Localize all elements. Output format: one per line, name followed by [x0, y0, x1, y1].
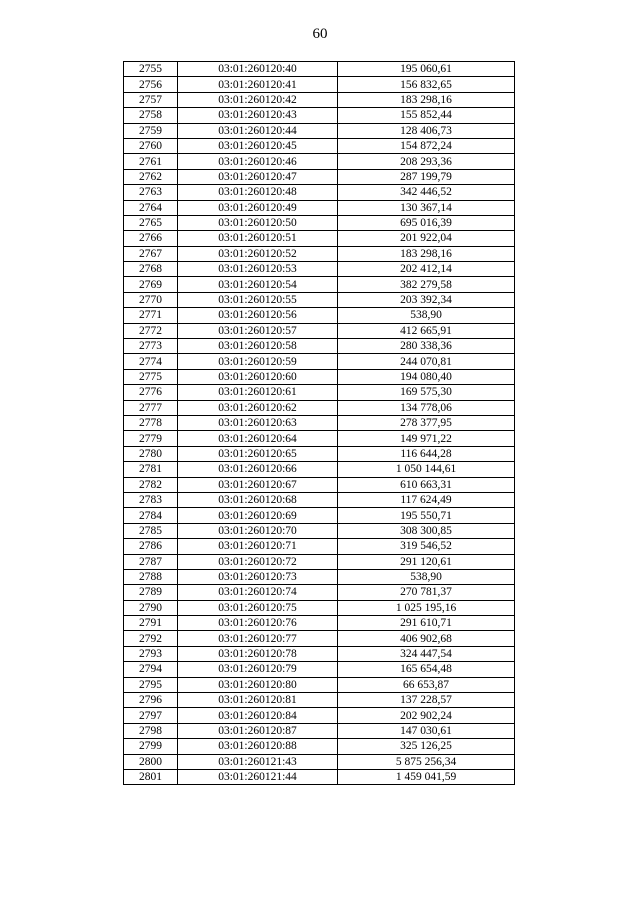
table-row — [124, 277, 515, 292]
table-row — [124, 262, 515, 277]
table-body — [124, 62, 515, 785]
cadastral-number-cell: 03:01:260120:70 — [178, 523, 338, 538]
value-cell: 128 406,73 — [338, 123, 515, 138]
table-row — [124, 523, 515, 538]
row-number-cell: 2768 — [124, 262, 178, 277]
cadastral-number-cell: 03:01:260120:42 — [178, 92, 338, 107]
row-number-cell: 2800 — [124, 754, 178, 769]
row-number-cell: 2789 — [124, 585, 178, 600]
value-cell: 195 060,61 — [338, 62, 515, 77]
cadastral-number-cell: 03:01:260120:59 — [178, 354, 338, 369]
cadastral-number-cell: 03:01:260120:87 — [178, 723, 338, 738]
page-number: 60 — [312, 26, 328, 42]
value-cell: 149 971,22 — [338, 431, 515, 446]
cadastral-number-cell: 03:01:260120:65 — [178, 446, 338, 461]
row-number-cell: 2781 — [124, 462, 178, 477]
cadastral-number-cell: 03:01:260120:72 — [178, 554, 338, 569]
table-row — [124, 739, 515, 754]
table-row — [124, 246, 515, 261]
row-number-cell: 2779 — [124, 431, 178, 446]
value-cell: 538,90 — [338, 308, 515, 323]
table-row — [124, 292, 515, 307]
table-row — [124, 354, 515, 369]
value-cell: 1 459 041,59 — [338, 769, 515, 784]
cadastral-number-cell: 03:01:260120:64 — [178, 431, 338, 446]
table-row — [124, 431, 515, 446]
row-number-cell: 2776 — [124, 385, 178, 400]
value-cell: 183 298,16 — [338, 246, 515, 261]
value-cell: 155 852,44 — [338, 108, 515, 123]
table-row — [124, 231, 515, 246]
table-row — [124, 769, 515, 784]
cadastral-number-cell: 03:01:260120:46 — [178, 154, 338, 169]
value-cell: 291 610,71 — [338, 616, 515, 631]
cadastral-value-table — [123, 61, 515, 785]
value-cell: 342 446,52 — [338, 185, 515, 200]
table-row — [124, 477, 515, 492]
cadastral-number-cell: 03:01:260120:78 — [178, 646, 338, 661]
row-number-cell: 2777 — [124, 400, 178, 415]
cadastral-number-cell: 03:01:260120:44 — [178, 123, 338, 138]
value-cell: 183 298,16 — [338, 92, 515, 107]
table-row — [124, 400, 515, 415]
row-number-cell: 2793 — [124, 646, 178, 661]
row-number-cell: 2756 — [124, 77, 178, 92]
cadastral-number-cell: 03:01:260120:55 — [178, 292, 338, 307]
value-cell: 1 050 144,61 — [338, 462, 515, 477]
row-number-cell: 2778 — [124, 415, 178, 430]
cadastral-number-cell: 03:01:260120:62 — [178, 400, 338, 415]
value-cell: 169 575,30 — [338, 385, 515, 400]
table-row — [124, 92, 515, 107]
table-row — [124, 662, 515, 677]
row-number-cell: 2775 — [124, 369, 178, 384]
row-number-cell: 2763 — [124, 185, 178, 200]
table-row — [124, 554, 515, 569]
table-row — [124, 369, 515, 384]
value-cell: 154 872,24 — [338, 138, 515, 153]
value-cell: 538,90 — [338, 569, 515, 584]
value-cell: 287 199,79 — [338, 169, 515, 184]
cadastral-number-cell: 03:01:260120:43 — [178, 108, 338, 123]
value-cell: 280 338,36 — [338, 339, 515, 354]
cadastral-number-cell: 03:01:260120:51 — [178, 231, 338, 246]
row-number-cell: 2792 — [124, 631, 178, 646]
cadastral-number-cell: 03:01:260120:77 — [178, 631, 338, 646]
cadastral-number-cell: 03:01:260121:43 — [178, 754, 338, 769]
value-cell: 66 653,87 — [338, 677, 515, 692]
cadastral-number-cell: 03:01:260120:57 — [178, 323, 338, 338]
cadastral-number-cell: 03:01:260120:88 — [178, 739, 338, 754]
value-cell: 208 293,36 — [338, 154, 515, 169]
table-row — [124, 693, 515, 708]
row-number-cell: 2783 — [124, 492, 178, 507]
value-cell: 147 030,61 — [338, 723, 515, 738]
row-number-cell: 2791 — [124, 616, 178, 631]
value-cell: 203 392,34 — [338, 292, 515, 307]
row-number-cell: 2765 — [124, 215, 178, 230]
table-row — [124, 385, 515, 400]
cadastral-number-cell: 03:01:260120:63 — [178, 415, 338, 430]
value-cell: 325 126,25 — [338, 739, 515, 754]
table-row — [124, 138, 515, 153]
value-cell: 194 080,40 — [338, 369, 515, 384]
row-number-cell: 2767 — [124, 246, 178, 261]
row-number-cell: 2799 — [124, 739, 178, 754]
row-number-cell: 2797 — [124, 708, 178, 723]
cadastral-number-cell: 03:01:260120:75 — [178, 600, 338, 615]
cadastral-number-cell: 03:01:260120:81 — [178, 693, 338, 708]
row-number-cell: 2790 — [124, 600, 178, 615]
value-cell: 202 412,14 — [338, 262, 515, 277]
cadastral-number-cell: 03:01:260120:61 — [178, 385, 338, 400]
value-cell: 202 902,24 — [338, 708, 515, 723]
cadastral-number-cell: 03:01:260120:50 — [178, 215, 338, 230]
row-number-cell: 2770 — [124, 292, 178, 307]
row-number-cell: 2785 — [124, 523, 178, 538]
cadastral-number-cell: 03:01:260120:71 — [178, 539, 338, 554]
table-row — [124, 200, 515, 215]
table-row — [124, 569, 515, 584]
table-row — [124, 446, 515, 461]
value-cell: 291 120,61 — [338, 554, 515, 569]
cadastral-number-cell: 03:01:260120:40 — [178, 62, 338, 77]
table-row — [124, 339, 515, 354]
value-cell: 117 624,49 — [338, 492, 515, 507]
cadastral-number-cell: 03:01:260120:68 — [178, 492, 338, 507]
table-row — [124, 123, 515, 138]
table-row — [124, 723, 515, 738]
row-number-cell: 2794 — [124, 662, 178, 677]
table-row — [124, 646, 515, 661]
table-row — [124, 62, 515, 77]
cadastral-number-cell: 03:01:260120:80 — [178, 677, 338, 692]
value-cell: 116 644,28 — [338, 446, 515, 461]
row-number-cell: 2780 — [124, 446, 178, 461]
table-row — [124, 585, 515, 600]
cadastral-number-cell: 03:01:260120:49 — [178, 200, 338, 215]
row-number-cell: 2782 — [124, 477, 178, 492]
row-number-cell: 2771 — [124, 308, 178, 323]
row-number-cell: 2788 — [124, 569, 178, 584]
table-row — [124, 185, 515, 200]
cadastral-number-cell: 03:01:260120:53 — [178, 262, 338, 277]
row-number-cell: 2766 — [124, 231, 178, 246]
cadastral-number-cell: 03:01:260120:58 — [178, 339, 338, 354]
row-number-cell: 2796 — [124, 693, 178, 708]
row-number-cell: 2755 — [124, 62, 178, 77]
value-cell: 406 902,68 — [338, 631, 515, 646]
row-number-cell: 2801 — [124, 769, 178, 784]
table-row — [124, 169, 515, 184]
cadastral-number-cell: 03:01:260120:54 — [178, 277, 338, 292]
value-cell: 319 546,52 — [338, 539, 515, 554]
table-row — [124, 616, 515, 631]
value-cell: 165 654,48 — [338, 662, 515, 677]
row-number-cell: 2760 — [124, 138, 178, 153]
value-cell: 695 016,39 — [338, 215, 515, 230]
table-row — [124, 508, 515, 523]
cadastral-number-cell: 03:01:260120:79 — [178, 662, 338, 677]
table-row — [124, 539, 515, 554]
value-cell: 324 447,54 — [338, 646, 515, 661]
cadastral-number-cell: 03:01:260120:56 — [178, 308, 338, 323]
value-cell: 130 367,14 — [338, 200, 515, 215]
table-row — [124, 323, 515, 338]
value-cell: 195 550,71 — [338, 508, 515, 523]
row-number-cell: 2758 — [124, 108, 178, 123]
table-row — [124, 492, 515, 507]
row-number-cell: 2762 — [124, 169, 178, 184]
row-number-cell: 2759 — [124, 123, 178, 138]
row-number-cell: 2773 — [124, 339, 178, 354]
row-number-cell: 2798 — [124, 723, 178, 738]
value-cell: 1 025 195,16 — [338, 600, 515, 615]
cadastral-number-cell: 03:01:260120:52 — [178, 246, 338, 261]
value-cell: 412 665,91 — [338, 323, 515, 338]
table-row — [124, 108, 515, 123]
value-cell: 610 663,31 — [338, 477, 515, 492]
cadastral-number-cell: 03:01:260120:84 — [178, 708, 338, 723]
table-row — [124, 708, 515, 723]
cadastral-number-cell: 03:01:260120:41 — [178, 77, 338, 92]
value-cell: 270 781,37 — [338, 585, 515, 600]
cadastral-number-cell: 03:01:260120:60 — [178, 369, 338, 384]
cadastral-number-cell: 03:01:260120:48 — [178, 185, 338, 200]
cadastral-number-cell: 03:01:260120:73 — [178, 569, 338, 584]
cadastral-number-cell: 03:01:260120:66 — [178, 462, 338, 477]
table-row — [124, 77, 515, 92]
row-number-cell: 2769 — [124, 277, 178, 292]
table-row — [124, 600, 515, 615]
value-cell: 244 070,81 — [338, 354, 515, 369]
value-cell: 137 228,57 — [338, 693, 515, 708]
cadastral-number-cell: 03:01:260120:69 — [178, 508, 338, 523]
value-cell: 5 875 256,34 — [338, 754, 515, 769]
table-row — [124, 415, 515, 430]
row-number-cell: 2795 — [124, 677, 178, 692]
table-row — [124, 677, 515, 692]
row-number-cell: 2774 — [124, 354, 178, 369]
cadastral-number-cell: 03:01:260120:76 — [178, 616, 338, 631]
row-number-cell: 2764 — [124, 200, 178, 215]
row-number-cell: 2761 — [124, 154, 178, 169]
value-cell: 201 922,04 — [338, 231, 515, 246]
cadastral-number-cell: 03:01:260120:74 — [178, 585, 338, 600]
value-cell: 156 832,65 — [338, 77, 515, 92]
table-row — [124, 215, 515, 230]
table-row — [124, 462, 515, 477]
cadastral-number-cell: 03:01:260121:44 — [178, 769, 338, 784]
cadastral-number-cell: 03:01:260120:47 — [178, 169, 338, 184]
table-row — [124, 154, 515, 169]
row-number-cell: 2757 — [124, 92, 178, 107]
value-cell: 278 377,95 — [338, 415, 515, 430]
row-number-cell: 2787 — [124, 554, 178, 569]
table-row — [124, 754, 515, 769]
row-number-cell: 2772 — [124, 323, 178, 338]
value-cell: 308 300,85 — [338, 523, 515, 538]
value-cell: 134 778,06 — [338, 400, 515, 415]
row-number-cell: 2786 — [124, 539, 178, 554]
row-number-cell: 2784 — [124, 508, 178, 523]
table-row — [124, 631, 515, 646]
value-cell: 382 279,58 — [338, 277, 515, 292]
cadastral-number-cell: 03:01:260120:45 — [178, 138, 338, 153]
cadastral-number-cell: 03:01:260120:67 — [178, 477, 338, 492]
table-row — [124, 308, 515, 323]
